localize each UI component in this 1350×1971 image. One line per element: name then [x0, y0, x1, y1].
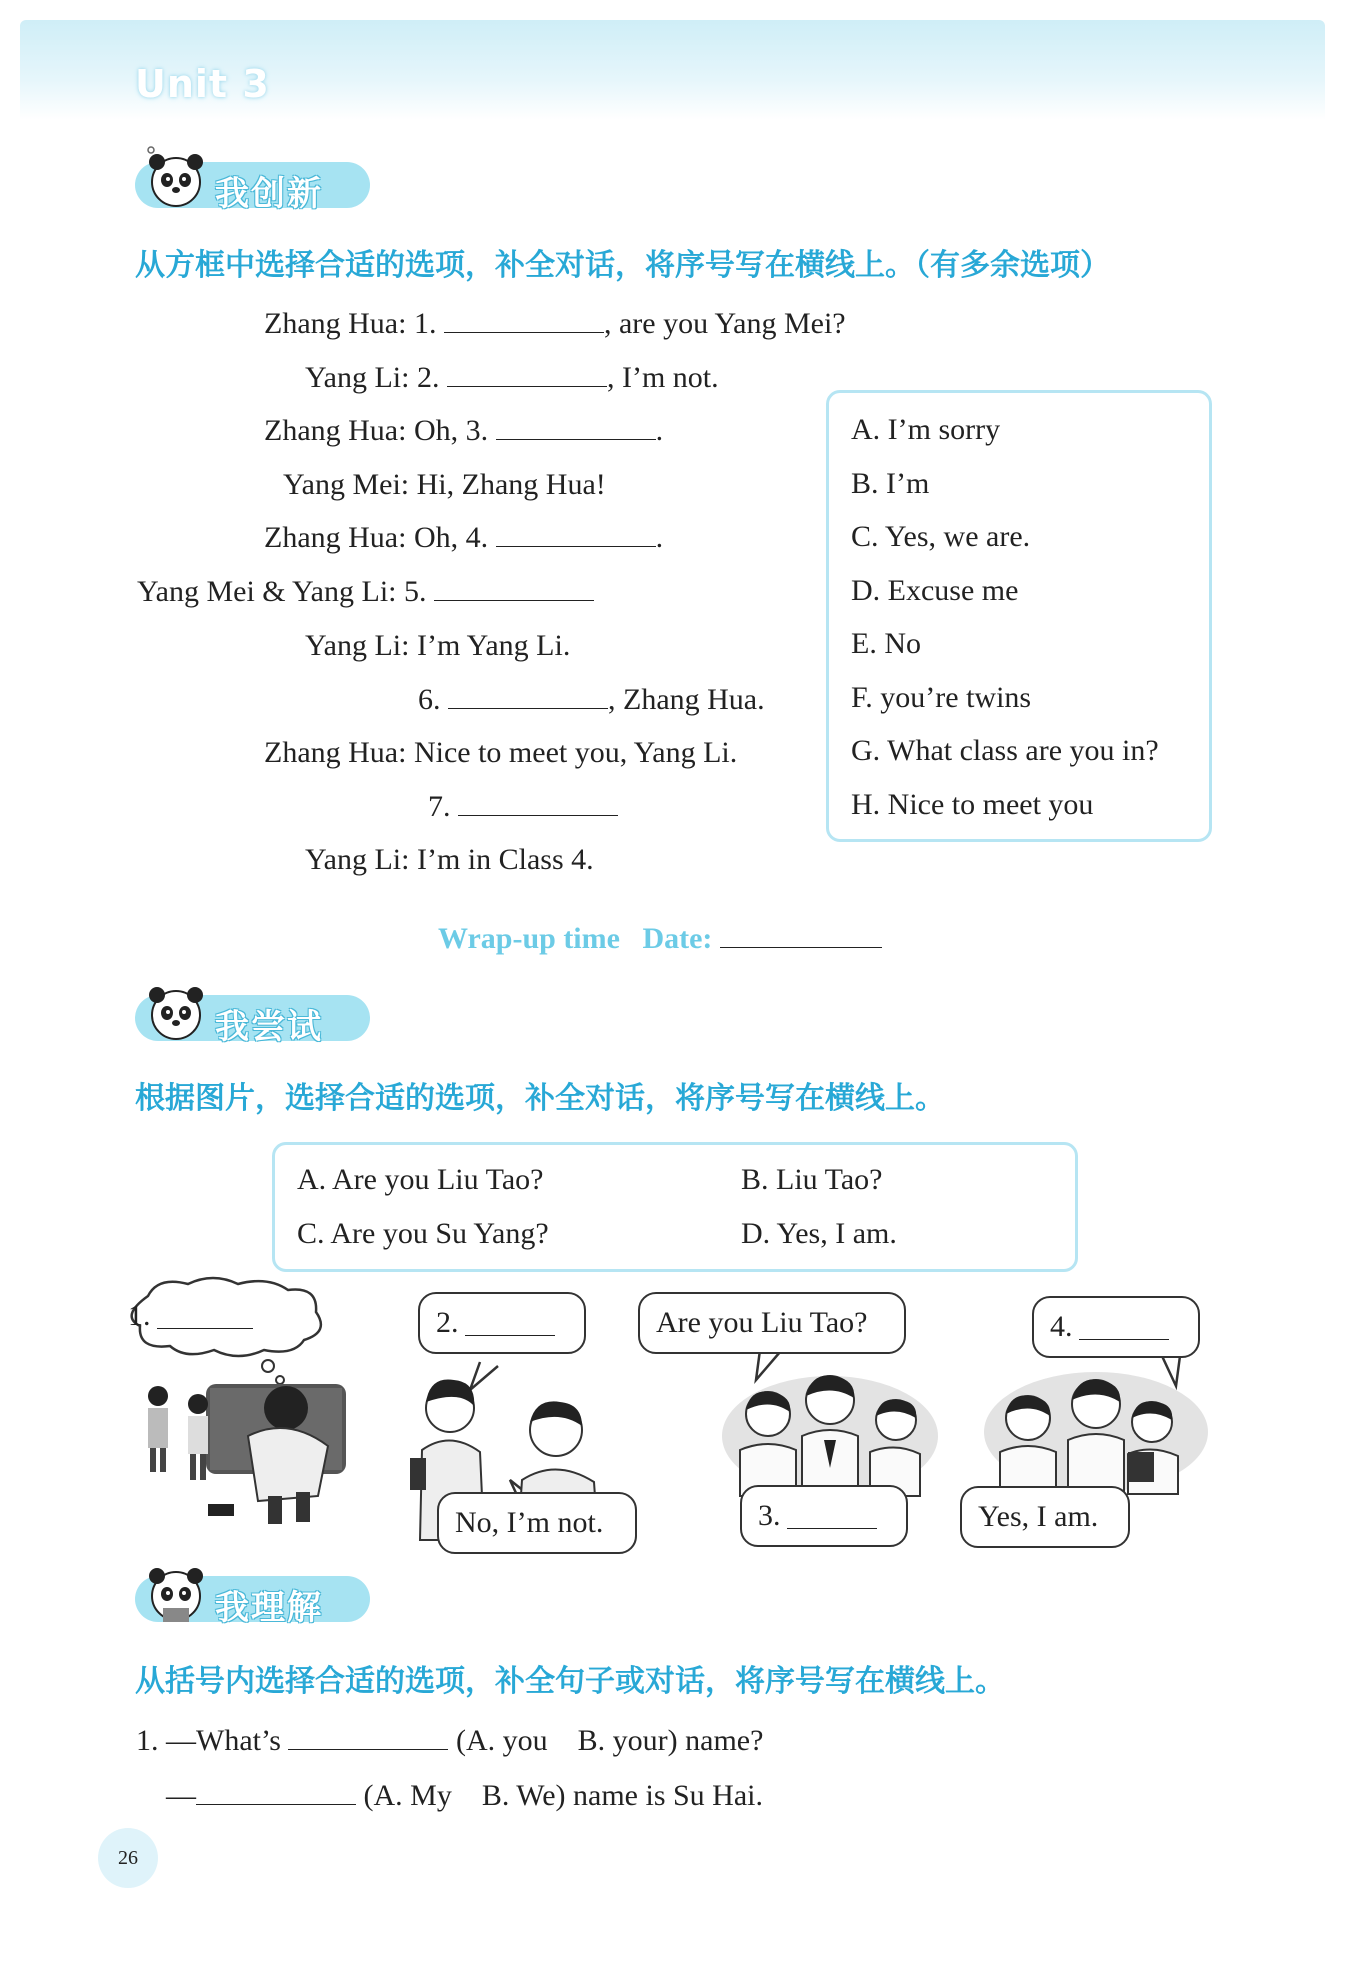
blank-number: 6. — [418, 683, 441, 716]
speech-bubble — [638, 1292, 906, 1354]
line-text: I’m Yang Li. — [416, 629, 571, 662]
line-text: . — [655, 414, 664, 447]
speech-bubble — [1032, 1296, 1200, 1358]
speaker: Yang Li: — [305, 361, 410, 394]
option-item: B. I’m — [851, 467, 930, 500]
section-badge-understand — [135, 1576, 370, 1628]
option-item: D. Excuse me — [851, 574, 1019, 607]
dialogue-line — [264, 736, 737, 770]
option-item: D. Yes, I am. — [741, 1217, 897, 1250]
section-title: 我尝试 — [215, 1007, 323, 1047]
option-item: C. Are you Su Yang? — [297, 1217, 549, 1250]
question-text: 1. —What’s — [136, 1724, 281, 1757]
unit-label: Unit 3 — [135, 62, 270, 106]
answer-blank[interactable] — [434, 576, 594, 601]
wrap-up-label: Wrap-up time — [438, 922, 620, 955]
speech-bubble — [437, 1492, 637, 1554]
answer-blank[interactable] — [157, 1304, 253, 1329]
panda-icon — [143, 146, 209, 212]
option-item: F. you’re twins — [851, 681, 1032, 714]
line-text: , Zhang Hua. — [608, 683, 765, 716]
answer-blank[interactable] — [447, 362, 607, 387]
dialogue-line — [264, 414, 663, 448]
dialogue-line — [305, 361, 719, 395]
dialogue-line — [264, 521, 663, 555]
blank-number: 2. — [416, 361, 440, 394]
section-badge-create — [135, 162, 370, 214]
section-instruction: 从方框中选择合适的选项，补全对话，将序号写在横线上。（有多余选项） — [135, 248, 1110, 283]
option-item: B. Liu Tao? — [741, 1163, 883, 1196]
options-box — [826, 390, 1212, 842]
speaker: Zhang Hua: — [264, 307, 407, 340]
answer-blank[interactable] — [288, 1725, 448, 1750]
illustration-three-children-book — [982, 1356, 1212, 1496]
option-item: H. Nice to meet you — [851, 788, 1094, 821]
line-text: , I’m not. — [606, 361, 719, 394]
answer-blank[interactable] — [787, 1504, 877, 1529]
illustration-three-children — [720, 1350, 940, 1500]
option-item: A. Are you Liu Tao? — [297, 1163, 544, 1196]
option-item: A. I’m sorry — [851, 413, 1001, 446]
dialogue-line — [305, 629, 570, 663]
answer-blank[interactable] — [196, 1780, 356, 1805]
dialogue-line — [283, 468, 606, 502]
speaker: Zhang Hua: — [264, 521, 407, 554]
question-line — [136, 1724, 763, 1758]
option-item: E. No — [851, 627, 921, 660]
section-title: 我创新 — [215, 174, 323, 214]
dialogue-line — [428, 790, 618, 824]
bubble-text: No, I’m not. — [455, 1506, 604, 1539]
panda-icon — [143, 979, 209, 1045]
page-number: 26 — [98, 1828, 158, 1888]
answer-blank[interactable] — [444, 308, 604, 333]
blank-number: Oh, 3. — [413, 414, 489, 447]
answer-blank[interactable] — [448, 684, 608, 709]
blank-number: Oh, 4. — [413, 521, 489, 554]
speaker: Zhang Hua: — [264, 736, 407, 769]
speech-bubble — [418, 1292, 586, 1354]
section-badge-try — [135, 995, 370, 1047]
question-choices: (A. you B. your) name? — [455, 1724, 764, 1757]
wrap-up-line — [438, 922, 882, 956]
answer-blank[interactable] — [465, 1311, 555, 1336]
option-item: G. What class are you in? — [851, 734, 1159, 767]
line-text: . — [655, 521, 664, 554]
dialogue-line — [137, 575, 594, 609]
bubble-number: 1. — [128, 1299, 151, 1332]
option-item: C. Yes, we are. — [851, 520, 1031, 553]
question-text: — — [166, 1779, 196, 1812]
blank-number: 7. — [428, 790, 451, 823]
speech-bubble — [960, 1486, 1130, 1548]
speaker: Yang Li: — [305, 629, 410, 662]
speaker: Yang Mei & Yang Li: — [137, 575, 397, 608]
dialogue-line — [305, 843, 594, 877]
answer-blank[interactable] — [458, 791, 618, 816]
bubble-text: Are you Liu Tao? — [656, 1306, 868, 1339]
speaker: Yang Li: — [305, 843, 410, 876]
bubble-number: 4. — [1050, 1310, 1073, 1343]
dialogue-line — [264, 307, 846, 341]
section-title: 我理解 — [215, 1588, 323, 1628]
line-text: Hi, Zhang Hua! — [416, 468, 606, 501]
section-instruction: 从括号内选择合适的选项，补全句子或对话，将序号写在横线上。 — [135, 1664, 1005, 1699]
options-box — [272, 1142, 1078, 1272]
bubble-text: Yes, I am. — [978, 1500, 1099, 1533]
dialogue-line — [418, 683, 765, 717]
answer-blank[interactable] — [496, 522, 656, 547]
answer-blank[interactable] — [1079, 1315, 1169, 1340]
line-text: , are you Yang Mei? — [603, 307, 846, 340]
speaker: Zhang Hua: — [264, 414, 407, 447]
question-choices: (A. My B. We) name is Su Hai. — [363, 1779, 763, 1812]
bubble-number: 3. — [758, 1499, 781, 1532]
date-blank[interactable] — [720, 923, 882, 948]
blank-number: 5. — [404, 575, 427, 608]
question-line — [166, 1779, 763, 1813]
line-text: I’m in Class 4. — [416, 843, 594, 876]
speech-bubble — [740, 1485, 908, 1547]
answer-blank[interactable] — [496, 415, 656, 440]
blank-number: 1. — [413, 307, 437, 340]
speech-bubble — [128, 1292, 253, 1340]
speaker: Yang Mei: — [283, 468, 410, 501]
line-text: Nice to meet you, Yang Li. — [413, 736, 738, 769]
panda-icon — [143, 1560, 209, 1626]
bubble-number: 2. — [436, 1306, 459, 1339]
section-instruction: 根据图片，选择合适的选项，补全对话，将序号写在横线上。 — [135, 1081, 945, 1116]
date-label: Date: — [642, 922, 713, 955]
